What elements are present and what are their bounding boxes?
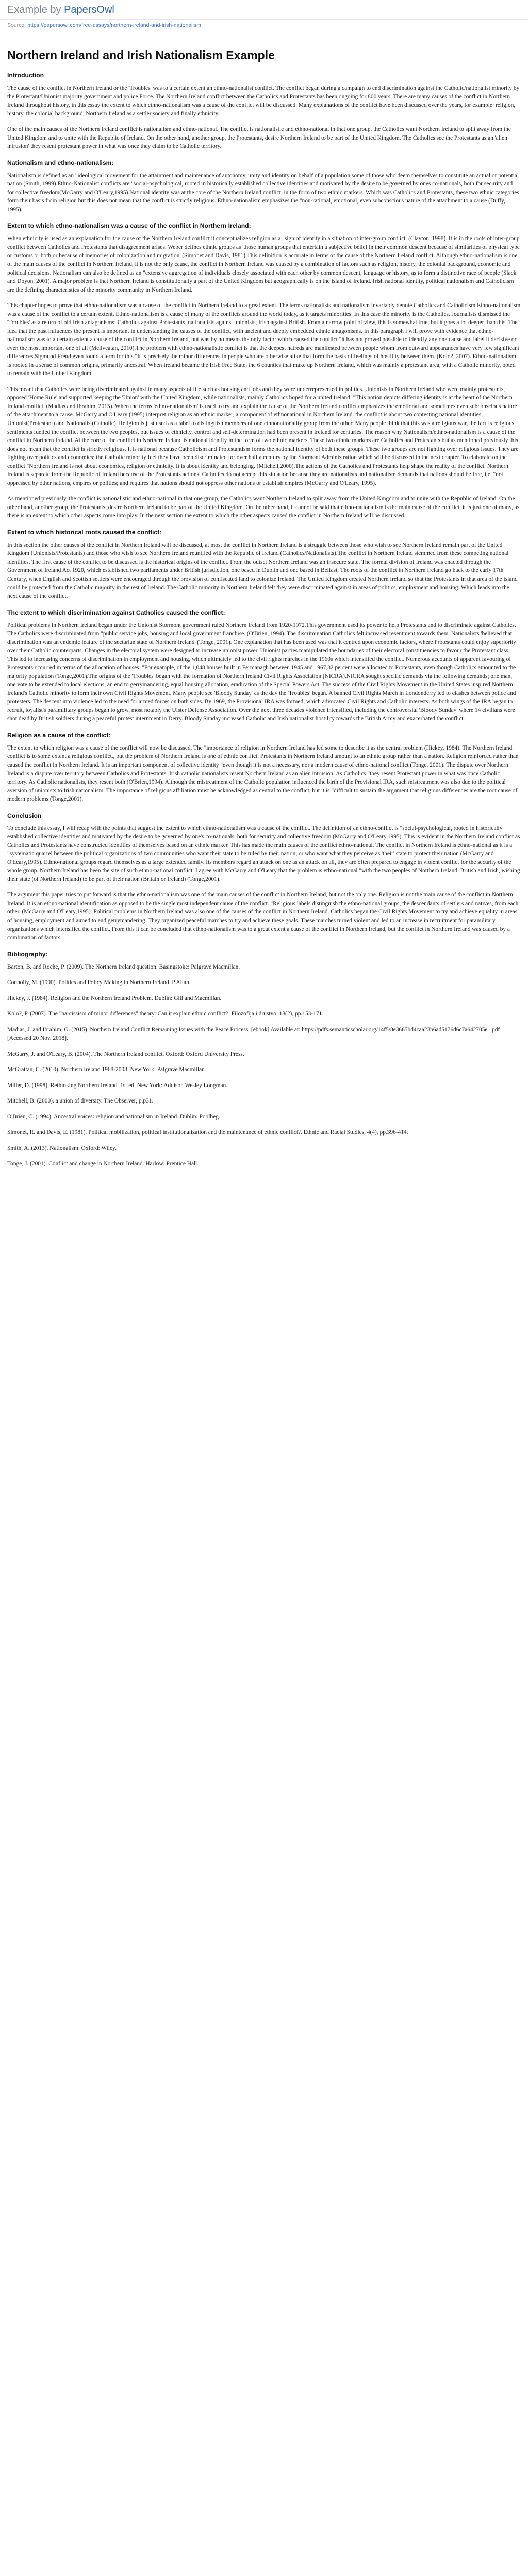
body-paragraph: The cause of the conflict in Northern Ireland or the 'Troubles' was to a certain extent an ethno-nationalist conflict. The conflict began during a campaign to end discrimination against the Catholic/nationalist minority by the Protestant/Unionist majority government and police Force. The Northern Ireland conflict between the Catholics and Protestants has been ongoing for 800 years. There are many causes of the conflict in Northern Ireland throughout history, in this essay the extent to which ethno-nationalism was a cause of the conflict will be discussed. Many explanations of the conflict have been discussed over the years, for example: religion, history, the colonial background, Northern Ireland as a settler society and finally ethnicity. — [7, 85, 520, 117]
body-paragraph: Nationalism is defined as an "ideological movement for the attainment and maintenance of autonomy, unity and identity on behalf of a population some of those who deem themselves to constitute an actual or potential nation (Smith, 1999).Ethno-Nationalist conflicts are "social-psychological, rooted in historically established collective identities and motivated by the desire to be governed by ones co-nationals, both for security and for collective freedom(McGarry and O'Leary,1995).National identity was at the core of the Northern Ireland conflict, in the form of two ethnic markers. Which was Catholics and Protestants, these two ethnic categories form their basis from religion but this does not mean that the conflict is strictly religious. Ethno-nationalism emphasizes the "non-rational, emotional, even subconscious nature of the attachment to a cause (Duffy, 1995). — [7, 172, 519, 213]
bibliography-entry: Mitchell, B. (2000). a union of diversity. The Observer, p.p31. — [7, 1098, 154, 1105]
section-heading: The extent to which discrimination against Catholics caused the conflict: — [7, 608, 225, 616]
brand-prefix: Example by — [7, 4, 64, 15]
bibliography-entry: Tonge, J. (2001). Conflict and change in Northern Ireland. Harlow: Prentice Hall. — [7, 1161, 199, 1167]
section-heading: Introduction — [7, 72, 44, 79]
body-paragraph: To conclude this essay, I will recap with the points that suggest the extent to which ethno-nationalism was a cause of the conflict. The definition of an ethno-conflict is "social-psychological, rooted in historically established collective identities and motivated by the desire to be governed by one's co-nationals, both for security and collective freedom (McGarry and O'Leary,1995). This is evident in the Northern Ireland conflict as Catholics and Protestants have constructed identities of themselves based on an ethnic marker. This has made the main causes of the conflict ethno-national. The conflict in Northern Ireland is ethno-national as it is a "systematic quarrel between the political organizations of two communities who want their state to be ruled by their nation, or who want what they perceive as 'their' state to protect their nation (McGarry and O'Leary,1995). Ethno-national groups regard themselves as a large extended family. Its members regard an attack on one as an attack on all, they are often prepared to engage in violent conflict for the security of the whole group. Northern Ireland has been the site of such ethno-national conflict. I agree with McGarry and O'Leary that the problem is ethno-national "with the two peoples of Northern Ireland, British and Irish, wishing their state (of Northern Ireland) to be part of their nation (Britain or Ireland) (Tonge,2001). — [7, 825, 520, 883]
bibliography-list — [7, 963, 521, 1168]
brand-name: PapersOwl — [64, 4, 114, 15]
bibliography-entry: McGrattan, C. (2010). Northern Ireland 1968-2008. New York: Palgrave Macmillan. — [7, 1066, 206, 1073]
body-paragraph: As mentioned previously, the conflict is nationalistic and ethno-national in that one group, the Catholics want Northern Ireland to split away from the United Kingdom and to unite with the Republic of Ireland. On the other hand, another group, the Protestants, desire Northern Ireland to be part of the United Kingdom. On the other hand, it cannot be said that ethno-nationalism is the main cause of the conflict, it is just one of many, as there is an extent to which other aspects come into play. In the next section the extent to which the other aspects caused the conflict in Northern Ireland will be discussed. — [7, 496, 520, 519]
section-heading: Extent to which ethno-nationalism was a cause of the conflict in Northern Ireland: — [7, 222, 251, 230]
body-paragraph: This meant that Catholics were being discriminated against in many aspects of life such as housing and jobs and they were underrepresented in politics. Unionists in Northern Ireland who were mainly protestants, opposed 'Home Rule' and supported keeping the 'Union' with the United Kingdom, while nationalists, mainly Catholics hoped for a united Ireland. "This notion depicts differing identity is at the heart of the Northern Ireland conflict. (Madias and Ibrahim, 2015). When the terms 'ethno-nationalism' is used to try and explain the cause of the Northern Ireland conflict emphasizes the emotional and sometimes even subconscious nature of the attachment to a cause. McGarry and O'Leary (1995) interpret religion as an ethnic marker, a component of ethnonational in Northern Ireland. the conflict is about two contesting national identities, Unionist(Protestant) and Nationalist(Catholic). Religion is just used as a label to distinguish members of one ethnonationality group from the other. Many people think that this was a religious war, the fact is religious sentiments fuelled the conflict between the two peoples, but issues of ethnicity, control and self-determination had been present in Ireland for centuries. The reason why Nationalism/ethno-nationalism is a cause of the conflict in Northern Ireland. At the core of the conflict in Northern Ireland is national identity in the form of two ethnic markers. These two ethnic markers are Catholics and Protestants but as mentioned previously this does not mean that the conflict is strictly religious. It is national because Catholicism and Protestantism forms the national identity of both these groups. These two groups are not fighting over religious issues. They are fighting over politics and economics; the Catholic minority feel they have been discriminated for over half a century by the Stormont Administration which will be discussed in the next chapter. To elaborate on the conflict "Northern Ireland is not about economics, religion or ethnicity. It is about identity and belonging. (Mitchell,2000).The actions of the Catholics and Protestants help shape the reality of the conflict. Northern Ireland is separate from the Republic of Ireland because of the Protestants actions. Catholics do not accept this situation because they are nationalists and nationalism demands that nations should be free, i.e. "not oppressed by other nations, empires or polities; and requires that nations should not oppress other nations or establish empires (McGarry and O'Leary, 1995). — [7, 386, 519, 486]
bibliography-entry: Simonet, R. and Davis, E. (1981). Political mobilization, political institutionalization and the maintenance of ethnic conflict?. Ethnic and Racial Studies, 4(4), pp.396-414. — [7, 1129, 408, 1136]
section-heading: Conclusion — [7, 811, 42, 819]
bibliography-entry: Miller, D. (1998). Rethinking Northern Ireland. 1st ed. New York: Addison Wesley Longman. — [7, 1082, 228, 1089]
section-heading: Extent to which historical roots caused the conflict: — [7, 528, 162, 536]
bibliography-heading: Bibliography: — [7, 950, 48, 958]
body-paragraph: In this section the other causes of the conflict in Northern Ireland will be discussed, at most the conflict in Northern Ireland is a struggle between those who wish to see Northern Ireland remain part of the United Kingdom (Unionists/Protestants) and those who wish to see Northern Ireland reunified with the Republic of Ireland (Catholics/Nationalists).The conflict in Northern Ireland stemmed from these competing national identities. The first cause of the conflict to be discussed is the historical origins of the conflict. From the outset Northern Ireland was an insecure state. The formal division of Ireland was enacted through the Government of Ireland Act 1920, which established two parliaments under British jurisdiction, one based in Dublin and one based in Belfast. The roots of the conflict in Northern Ireland go back to the early 17th Century, when English and Scottish settlers were encouraged through the provision of confiscated land to colonize Ireland. The United Kingdom created Northern Ireland so that the Protestants in that area of the island could be protected from the Catholic majority in the rest of Ireland. The Catholic minority in Northern Ireland felt they were discriminated against in areas of politics, employment and housing. Which leads into the next cause of the conflict. — [7, 541, 518, 600]
source-label: Source: — [7, 22, 26, 28]
body-paragraph: This chapter hopes to prove that ethno-nationalism was a cause of the conflict in Northern Ireland to a great extent. The terms nationalists and nationalism invariably denote Catholics and Catholicism.Ethno-nationalism was a cause of the conflict to a certain extent. Ethno-nationalism is a cause of many of the conflicts around the world today, as it targets minorities. In this case the minority is the Catholics. Journalists dismissed the 'Troubles' as a return of old Irish antagonisms; Catholics against Protestants, nationalists against unionists, Irish against British. From a narrow point of view, this is somewhat true, but it goes a lot deeper than this. The idea that the past influences the present is important in understanding the causes of the conflict, with ancient and deeply embedded ethnic antagonisms. In this paragraph I will prove with evidence that ethno-nationalism was to a certain extent a cause of the conflict in Northern Ireland, but was by no means the only factor which caused the conflict "it has not proved possible to identify any one cause and label it decisive or even the most important one of all (Mcllveatan, 2010).The problem with ethno-nationalistic conflict is that the deepest hatreds are manifested between people whom from outward appearances have very few significant differences.Sigmund Freud even found a term for this "It is precisely the minor differences in people who are otherwise alike that form the basis of feelings of hostility between them. (Kolo?, 2007). Ethno-nationalism is rooted in a sense of common origins, primarily ancestral. When Ireland became the Irish Free State, the 6 counties that make up Northern Ireland, which was mainly a protestant area, with a Catholic minority, opted to remain with the United Kingdom. — [7, 302, 521, 377]
bibliography-entry: Smith, A. (2013). Nationalism. Oxford: Wiley. — [7, 1145, 117, 1151]
body-paragraph: Political problems in Northern Ireland began under the Unionist Stormont government ruled Northern Ireland from 1920-1972.This government used its power to help Protestants and to discriminate against Catholics. The Catholics were discriminated from "public service jobs, housing and local government franchise. (O'Brien, 1994). The discrimination Catholics felt increased resentment towards them. Nationalists 'believed that discrimination was an endemic feature of the sectarian state of Northern Ireland' (Tonge, 2001). One explanation that has been used was that it centred upon economic factors, where Protestants could enjoy superiority over their Catholic counterparts. Changes in the electoral system were designed to increase unionist power. Unionist parties manipulated the boundaries of their electoral constituencies to favour the Protestant class. This led to increasing concerns of discrimination in employment and housing, which ultimately led to the civil rights marches in the 1960s which intensified the conflict. Numerous accounts of apparent favouring of Protestants occurred in terms of the allocation of houses. "For example, of the 1,048 houses built in Fermanagh between 1945 and 1967,82 percent were allocated to Protestants, even though Catholics amounted to the majority population (Tonge,2001).The origins of the 'Troubles' began with the formation of Northern Ireland Civil Rights Association (NICRA).NICRA sought specific demands via the following demands; one man, one vote to be extended to local elections, an end to gerrymandering, equal housing allocation, eradication of the Special Powers Act. The success of the Civil Rights Movement in the United States inspired Northern Ireland's Catholic minority to form their own Civil Rights Movement. Many people see 'Bloody Sunday' as the day the 'Troubles' began. A banned Civil Rights March in Londonderry led to clashes between police and protesters. The descent into violence led to the need for armed forces on both sides. By 1969, the Provisional IRA was formed, which advocated Civil Rights and Catholic interests. As both wings of the IRA began to recruit, loyalist's paramilitary groups began to grow, most notably the Ulster Defense Association. Over the next three decades violence intensified, including the controversial 'Bloody Sunday' where 14 civilians were shot dead by British soldiers during a peaceful protest internment in Derry. Bloody Sunday increased Catholic and Irish nationalist hostility towards the British Army and exacerbated the conflict. — [7, 622, 516, 722]
body-paragraph: The argument this paper tries to put forward is that the ethno-nationalism was one of the main causes of the conflict in Northern Ireland, but not the only one. Religion is not the main cause of the conflict in Northern Ireland. It is an ethno-national identification as opposed to be the single most independent cause of the conflict. "Religious labels distinguish the ethno-national groups, the descendants of settlers and natives, from each other. (McGarry and O'Leary,1995). Political problems in Northern Ireland was also one of the causes of the conflict in Northern Ireland. Catholics began the Civil Rights Movement to try and achieve equality in areas of housing, employment and aimed to end gerrymandering. They organized peaceful marches to try and achieve these goals. These marches turned violent and led to an increase in recruitment for paramilitary organizations which intensified the conflict. From this it can be concluded that ethno-nationalism was to a great extent a cause of the conflict in Northern Ireland, but the conflict in Northern Ireland was caused by a combination of factors. — [7, 892, 519, 941]
section-heading: Nationalism and ethno-nationalism: — [7, 159, 114, 166]
bibliography-entry: Kolo?, P. (2007). The "narcissism of minor differences" theory: Can it explain ethnic conflict?. Filozofija i drustvo, 18(2), pp.153-171. — [7, 1011, 324, 1018]
section-heading: Religion as a cause of the conflict: — [7, 731, 111, 739]
bibliography-entry: Madias, J. and Ibrahim, G. (2015). Northern Ireland Conflict Remaining Issues with the Peace Process. [ebook] Available at: https://pdfs.semanticscholar.org/14f5/8e3665bd4caa23b6ad5176d6c7a642705e1.pdf [Accessed 20 Nov. 2018]. — [7, 1026, 500, 1042]
source-line — [0, 20, 528, 31]
body-paragraph: The extent to which religion was a cause of the conflict will now be discussed. The "importance of religion in Northern Ireland has led some to describe it as the central problem (Hickey, 1984). The Northern Ireland conflict is to some extent a religious conflict., but the problem of Northern Ireland is one of ethnic conflict. Protestants in Northern Ireland amount to an ethnic group rather than a nation. Religion reinforced rather than caused the conflict in Northern Ireland. It is an important component of collective identity "even though it is not a necessary, nor a modern cause of ethno-national conflict (Tonge, 2001). The dispute over Northern Ireland is a dispute over territory between Catholics and Protestants. Irish catholic nationalists resent Northern Ireland as an alien intrusion. As Catholics "they resent Protestant power in what was once Catholic territory. As Catholic nationalists, they resent both (O'Brien,1994). Although the mistreatment of the Catholic population influenced the birth of the Provisional IRA, such mistreatment was also due to the political aversion of unionists to Irish nationalism. The importance of religious affiliation must be acknowledged as central to the conflict, but it is "difficult to sustain the argument that religious differences are the root cause of modern problems (Tonge,2001). — [7, 744, 519, 803]
bibliography-entry: McGarry, J. and O'Leary, B. (2004). The Northern Ireland conflict. Oxford: Oxford University Press. — [7, 1050, 244, 1057]
brand-logo[interactable] — [7, 4, 521, 16]
article-sections — [7, 72, 521, 942]
bibliography-entry: Hickey, J. (1984). Religion and the Northern Ireland Problem. Dublin: Gill and Macmillan. — [7, 995, 222, 1002]
body-paragraph: One of the main causes of the Northern Ireland conflict is nationalism and ethno-national. The conflict is nationalistic and ethno-national in that one group, the Catholics want Northern Ireland to split away from the United Kingdom and to unite with the Republic of Ireland. On the other hand, another group, the Protestants, desire Northern Ireland to be part of the United Kingdom. The Catholics see the Protestants as an 'alien intrusion' they resent protestant power in what was once they claim to be Catholic territory. — [7, 126, 511, 150]
bibliography-entry: Barton, B. and Roche, P. (2009). The Northern Ireland question. Basingstoke: Palgrave Macmillan. — [7, 963, 240, 970]
page-title: Northern Ireland and Irish Nationalism Example — [7, 48, 275, 62]
bibliography-entry: O'Brien, C. (1994). Ancestral voices: religion and nationalism in Ireland. Dublin: Poolbeg. — [7, 1113, 220, 1120]
body-paragraph: When ethnicity is used as an explanation for the cause of the Northern Ireland conflict it conceptualizes religion as a "sign of identity in a situation of inter-group conflict. (Clayton, 1998). It is in the roots of inter-group conflict between Catholics and Protestants that disagreement arises. Weber defines ethnic groups as 'those human groups that entertain a subjective belief in their common descent because of similarities of physical type or customs or both or because of memories of colonization and migration' (Simonet and Davis, 1981).This definition is accurate in terms of the cause of the Northern Ireland conflict. Although ethno-nationalism is one of the main causes of the conflict in Northern Ireland, it is not the only cause, the conflict in Northern Ireland was caused by a combination of factors such as religion, history, the colonial background, economic and political decisions. Nationalism can also be defined as an "extensive aggregation of individuals closely associated with each other by common descent, language or history, as to form a distinctive race of people (Slack and Doyon, 2001). A major problem is that Northern Ireland is constitutionally a part of the United Kingdom but geographically is on the island of Ireland. Irish national identity, political nationalism and Catholicism are the defining characteristics of the minority community in Northern Ireland. — [7, 235, 520, 293]
source-link[interactable]: https://papersowl.com/free-essays/northern-ireland-and-irish-nationalism — [27, 22, 201, 28]
bibliography-entry: Connolly, M. (1990). Politics and Policy Making in Northern Ireland. P.Allan. — [7, 979, 191, 986]
site-header — [0, 0, 528, 20]
article — [0, 31, 528, 1168]
